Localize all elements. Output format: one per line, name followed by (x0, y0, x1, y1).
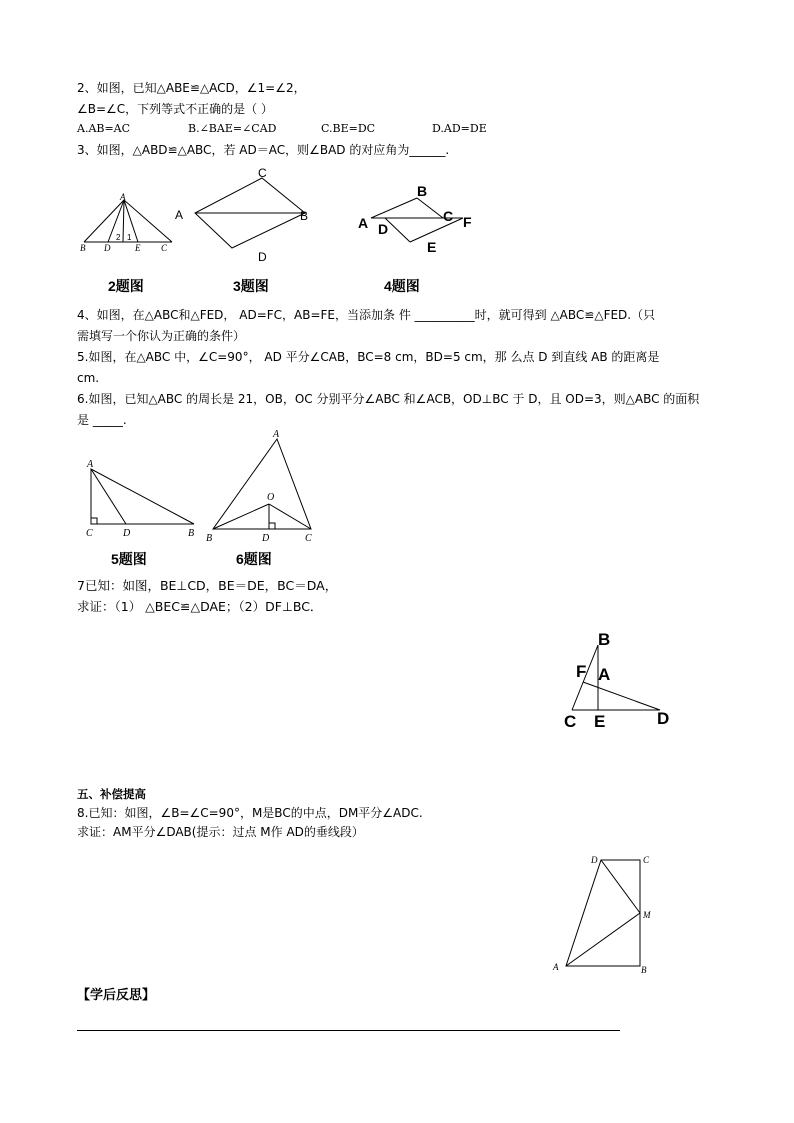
reflection-answer-line (77, 1030, 620, 1031)
fig8-label-b: B (641, 965, 647, 975)
fig4-side-de (385, 218, 410, 242)
fig8-label-d: D (591, 855, 598, 865)
q2-option-b: B.∠BAE=∠CAD (188, 122, 277, 135)
fig8-segment-am (566, 913, 640, 966)
reflection-title: 【学后反思】 (77, 988, 156, 1003)
fig2-label-angle1: 1 (127, 233, 132, 242)
fig2-label-b: B (80, 243, 86, 253)
fig3-label-c: C (258, 166, 267, 180)
q7-line2: 求证：（1） △BEC≌△DAE；（2）DF⊥BC． (77, 599, 323, 614)
q5-line2: cm. (77, 371, 100, 385)
fig5-right-angle-mark (91, 518, 97, 524)
fig5-caption: 5题图 (111, 551, 147, 567)
q8-line1: 8.已知：如图，∠B=∠C=90°，M是BC的中点，DM平分∠ADC. (77, 806, 423, 820)
figure-2 (78, 190, 178, 256)
fig4-label-e: E (427, 239, 437, 255)
fig4-label-b: B (417, 183, 428, 199)
q3-text: 3、如图，△ABD≌△ABC，若 AD＝AC，则∠BAD 的对应角为______. (77, 143, 450, 157)
figure-6 (200, 425, 325, 550)
fig8-label-a: A (553, 962, 559, 972)
fig4-side-ab (371, 198, 417, 218)
fig3-caption: 3题图 (233, 278, 269, 294)
q2-line2: ∠B=∠C，下列等式不正确的是（ ） (77, 102, 273, 116)
fig2-label-e: E (135, 243, 141, 253)
q4-line2: 需填写一个你认为正确的条件） (77, 329, 246, 343)
fig4-side-bc (417, 198, 443, 218)
fig4-label-a: A (358, 215, 369, 231)
fig6-label-b: B (206, 533, 213, 544)
fig7-label-f: F (576, 662, 587, 681)
q7-line1: 7已知：如图，BE⊥CD，BE＝DE，BC＝DA， (77, 578, 338, 593)
fig5-label-a: A (87, 459, 94, 470)
fig6-triangle (213, 439, 311, 529)
q2-option-a: A.AB=AC (77, 122, 131, 135)
fig7-segment-df (583, 682, 660, 710)
fig6-label-a: A (273, 429, 280, 440)
fig2-label-a: A (120, 192, 126, 202)
fig2-label-c: C (161, 243, 168, 253)
fig2-label-d: D (104, 243, 111, 253)
figure-5 (80, 455, 213, 545)
q2-option-c: C.BE=DC (321, 122, 376, 135)
fig7-label-b: B (598, 630, 611, 649)
fig7-label-e: E (594, 712, 606, 731)
fig7-label-a: A (598, 665, 611, 684)
fig3-label-b: B (300, 209, 309, 223)
fig2-caption: 2题图 (108, 278, 144, 294)
fig5-label-c: C (86, 528, 93, 539)
fig8-segment-dm (601, 860, 640, 913)
q8-line2: 求证：AM平分∠DAB(提示：过点 M作 AD的垂线段） (77, 825, 364, 839)
fig5-label-d: D (123, 528, 131, 539)
fig6-right-angle-mark (269, 523, 275, 529)
q2-option-d: D.AD=DE (432, 122, 487, 135)
q4-line1: 4、如图，在△ABC和△FED， AD=FC，AB=FE，当添加条 件 __________时，就可得到 △ABC≌△FED.（只 (77, 308, 656, 322)
fig6-caption: 6题图 (236, 551, 272, 567)
fig8-trapezoid (566, 860, 640, 966)
fig4-label-f: F (463, 214, 472, 230)
fig5-triangle (91, 469, 194, 524)
fig4-label-d: D (378, 221, 389, 237)
section5-title: 五、补偿提高 (77, 787, 146, 801)
fig2-median (123, 200, 124, 242)
figure-7 (560, 625, 680, 735)
figure-8 (548, 850, 668, 980)
figure-4 (355, 180, 485, 260)
fig8-label-c: C (643, 855, 650, 865)
fig8-label-m: M (643, 910, 651, 920)
fig3-label-a: A (175, 208, 184, 222)
fig5-label-b: B (188, 528, 195, 539)
fig2-label-angle2: 2 (116, 233, 121, 242)
fig3-label-d: D (258, 250, 267, 264)
fig7-label-c: C (564, 712, 577, 731)
q6-line2: 是 _____. (77, 413, 127, 427)
fig6-label-d: D (262, 533, 270, 544)
fig5-bisector-ad (91, 469, 126, 524)
fig4-label-c: C (443, 208, 454, 224)
fig6-label-c: C (305, 533, 312, 544)
q6-line1: 6.如图，已知△ABC 的周长是 21，OB，OC 分别平分∠ABC 和∠ACB，OD⊥BC 于 D，且 OD=3，则△ABC 的面积 (77, 392, 700, 406)
figure-3 (170, 165, 320, 265)
fig4-side-ef (410, 218, 463, 242)
q5-line1: 5.如图，在△ABC 中，∠C=90°， AD 平分∠CAB，BC=8 cm，BD=5 cm，那 么点 D 到直线 AB 的距离是 (77, 350, 660, 364)
fig6-label-o: O (267, 492, 275, 503)
q2-line1: 2、如图，已知△ABE≌△ACD，∠1=∠2， (77, 81, 306, 95)
fig4-caption: 4题图 (384, 278, 420, 294)
fig7-label-d: D (657, 709, 670, 728)
